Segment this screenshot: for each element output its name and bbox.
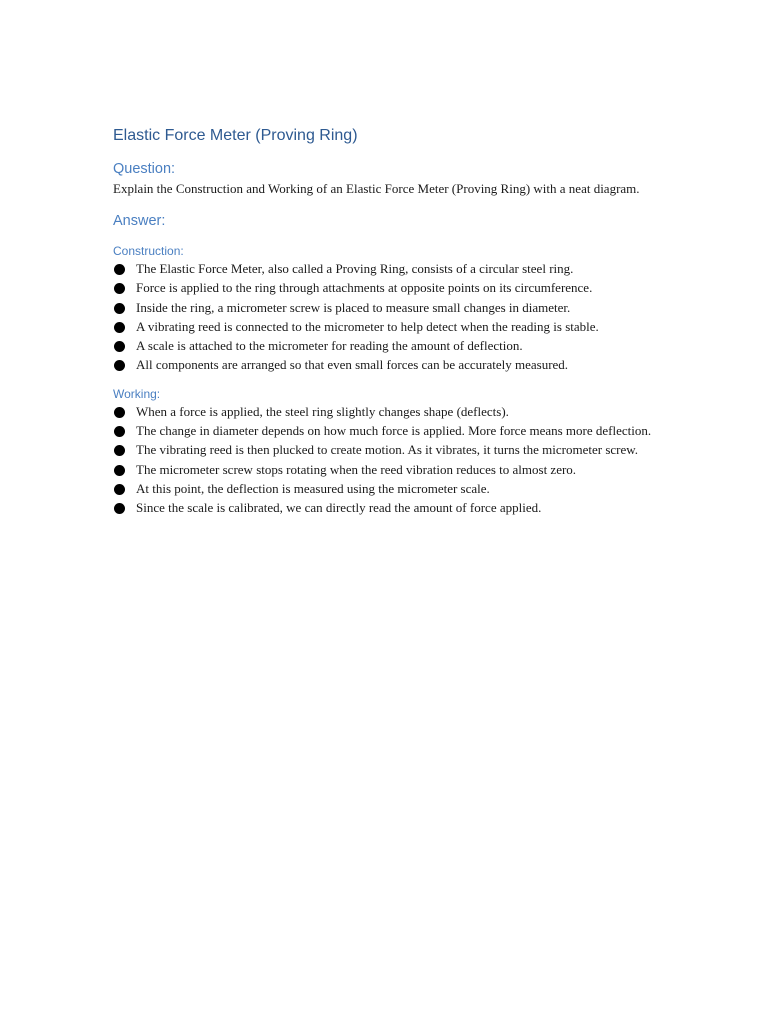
document-title: Elastic Force Meter (Proving Ring) [113,127,358,144]
list-item-text: Force is applied to the ring through attachments at opposite points on its circumference. [136,280,593,296]
list-item [113,402,673,421]
bullet-icon [114,341,125,352]
working-list [113,402,673,518]
bullet-icon [114,465,125,476]
answer-heading: Answer: [113,213,166,229]
list-item [113,460,673,479]
bullet-icon [114,503,125,514]
bullet-icon [114,322,125,333]
construction-list [113,259,673,375]
list-item-text: Inside the ring, a micrometer screw is placed to measure small changes in diameter. [136,299,571,315]
document-page [113,125,673,518]
list-item-text: The micrometer screw stops rotating when the reed vibration reduces to almost zero. [136,461,577,477]
list-item [113,336,673,355]
list-item [113,259,673,278]
bullet-icon [114,407,125,418]
list-item-text: At this point, the deflection is measured using the micrometer scale. [136,480,490,496]
bullet-icon [114,264,125,275]
list-item-text: When a force is applied, the steel ring slightly changes shape (deflects). [136,403,509,419]
construction-heading: Construction: [113,244,184,258]
bullet-icon [114,283,125,294]
list-item-text: All components are arranged so that even small forces can be accurately measured. [136,357,569,373]
bullet-icon [114,303,125,314]
bullet-icon [114,360,125,371]
question-heading: Question: [113,161,176,177]
working-heading: Working: [113,386,161,401]
list-item [113,355,673,374]
list-item-text: A vibrating reed is connected to the micrometer to help detect when the reading is stable. [136,318,599,334]
list-item [113,440,673,459]
list-item [113,498,673,517]
question-text: Explain the Construction and Working of an Elastic Force Meter (Proving Ring) with a neat diagram. [113,181,640,196]
bullet-icon [114,426,125,437]
list-item [113,317,673,336]
list-item-text: The vibrating reed is then plucked to create motion. As it vibrates, it turns the micrometer screw. [136,442,639,458]
list-item [113,421,673,440]
list-item [113,298,673,317]
list-item-text: A scale is attached to the micrometer for reading the amount of deflection. [136,338,523,354]
bullet-icon [114,445,125,456]
list-item-text: The Elastic Force Meter, also called a Proving Ring, consists of a circular steel ring. [136,261,574,276]
list-item [113,479,673,498]
list-item [113,278,673,297]
list-item-text: The change in diameter depends on how much force is applied. More force means more deflection. [136,423,652,439]
list-item-text: Since the scale is calibrated, we can directly read the amount of force applied. [136,500,542,516]
bullet-icon [114,484,125,495]
